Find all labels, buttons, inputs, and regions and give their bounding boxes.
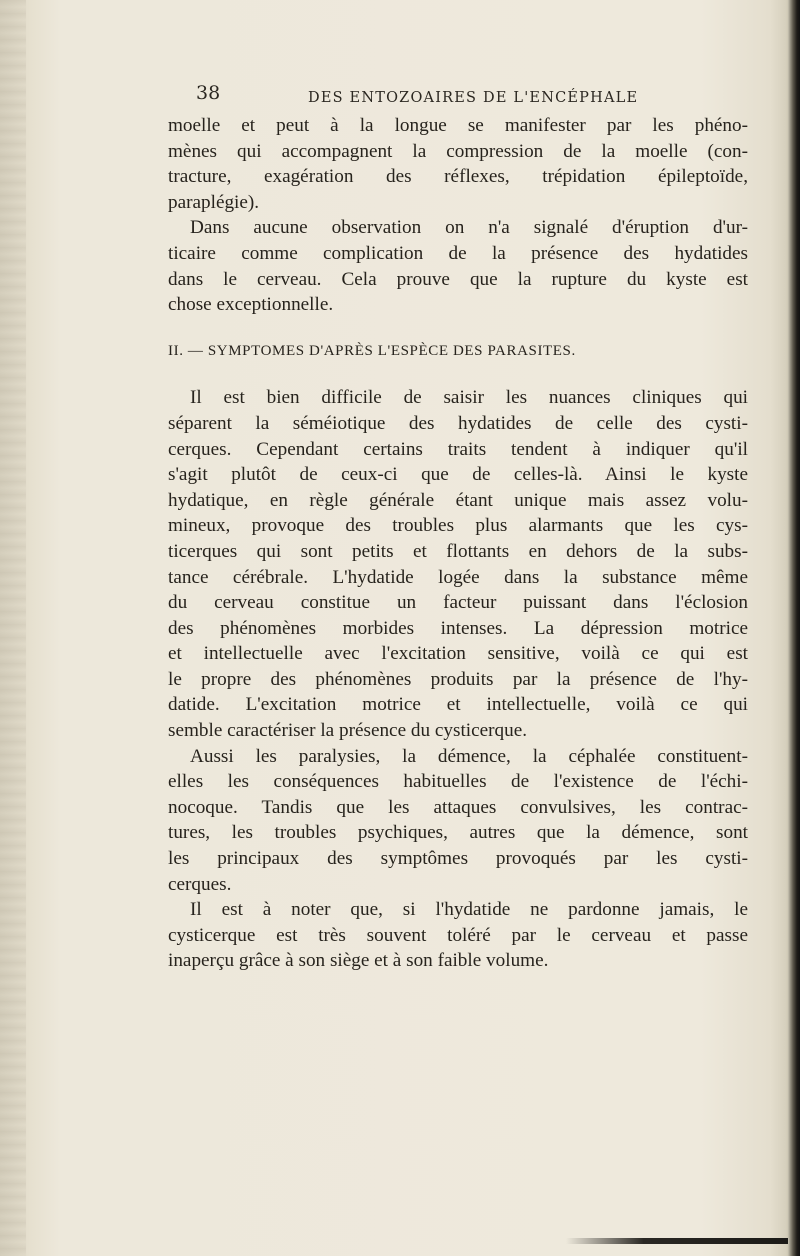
text-line: mineux, provoque des troubles plus alarmants que les cys-	[168, 515, 748, 537]
bottom-shadow-rule	[566, 1238, 788, 1244]
text-line: tracture, exagération des réflexes, trépidation épileptoïde,	[168, 166, 748, 188]
page-binding-edge	[0, 0, 26, 1256]
spacer	[168, 364, 748, 385]
paragraph-1	[168, 113, 748, 215]
page-right-edge	[788, 0, 800, 1256]
text-line: ticaire comme complication de la présence des hydatides	[168, 242, 748, 264]
body-text	[168, 113, 748, 974]
text-line: s'agit plutôt de ceux-ci que de celles-là. Ainsi le kyste	[168, 464, 748, 486]
text-line: datide. L'excitation motrice et intellectuelle, voilà ce qui	[168, 694, 748, 716]
text-line: Dans aucune observation on n'a signalé d'éruption d'ur-	[190, 217, 748, 239]
text-line: et intellectuelle avec l'excitation sensitive, voilà ce qui est	[168, 643, 748, 665]
text-line: hydatique, en règle générale étant unique mais assez volu-	[168, 489, 748, 511]
text-line: elles les conséquences habituelles de l'existence de l'échi-	[168, 771, 748, 793]
paragraph-4	[168, 744, 748, 898]
section-heading: II. — SYMPTOMES D'APRÈS L'ESPÈCE DES PARASITES.	[168, 342, 576, 359]
text-line: ticerques qui sont petits et flottants en dehors de la subs-	[168, 540, 748, 562]
text-line: Il est bien difficile de saisir les nuances cliniques qui	[190, 387, 748, 409]
text-line: cerques.	[168, 873, 232, 895]
page-number: 38	[196, 82, 221, 104]
text-line: Aussi les paralysies, la démence, la céphalée constituent-	[190, 745, 748, 767]
text-line: séparent la séméiotique des hydatides de celle des cysti-	[168, 412, 748, 434]
text-line: nocoque. Tandis que les attaques convulsives, les contrac-	[168, 796, 748, 818]
text-line: tures, les troubles psychiques, autres que la démence, sont	[168, 822, 748, 844]
text-line: moelle et peut à la longue se manifester par les phéno-	[168, 115, 748, 136]
paragraph-3	[168, 385, 748, 743]
text-line: du cerveau constitue un facteur puissant dans l'éclosion	[168, 592, 748, 614]
text-line: paraplégie).	[168, 191, 260, 213]
text-line: le propre des phénomènes produits par la présence de l'hy-	[168, 668, 748, 690]
text-line: chose exceptionnelle.	[168, 294, 334, 316]
text-line: inaperçu grâce à son siège et à son faible volume.	[168, 950, 549, 972]
spacer	[168, 318, 748, 339]
text-line: cerques. Cependant certains traits tendent à indiquer qu'il	[168, 438, 748, 460]
running-title: DES ENTOZOAIRES DE L'ENCÉPHALE	[308, 90, 639, 106]
text-line: dans le cerveau. Cela prouve que la rupture du kyste est	[168, 268, 748, 290]
text-line: Il est à noter que, si l'hydatide ne pardonne jamais, le	[190, 899, 748, 921]
text-line: les principaux des symptômes provoqués par les cysti-	[168, 848, 748, 870]
text-line: semble caractériser la présence du cysticerque.	[168, 720, 528, 742]
text-line: des phénomènes morbides intenses. La dépression motrice	[168, 617, 748, 639]
text-line: cysticerque est très souvent toléré par le cerveau et passe	[168, 924, 748, 946]
paragraph-2	[168, 215, 748, 317]
text-line: mènes qui accompagnent la compression de la moelle (con-	[168, 140, 748, 162]
paragraph-5	[168, 897, 748, 974]
text-line: tance cérébrale. L'hydatide logée dans la substance même	[168, 566, 748, 588]
